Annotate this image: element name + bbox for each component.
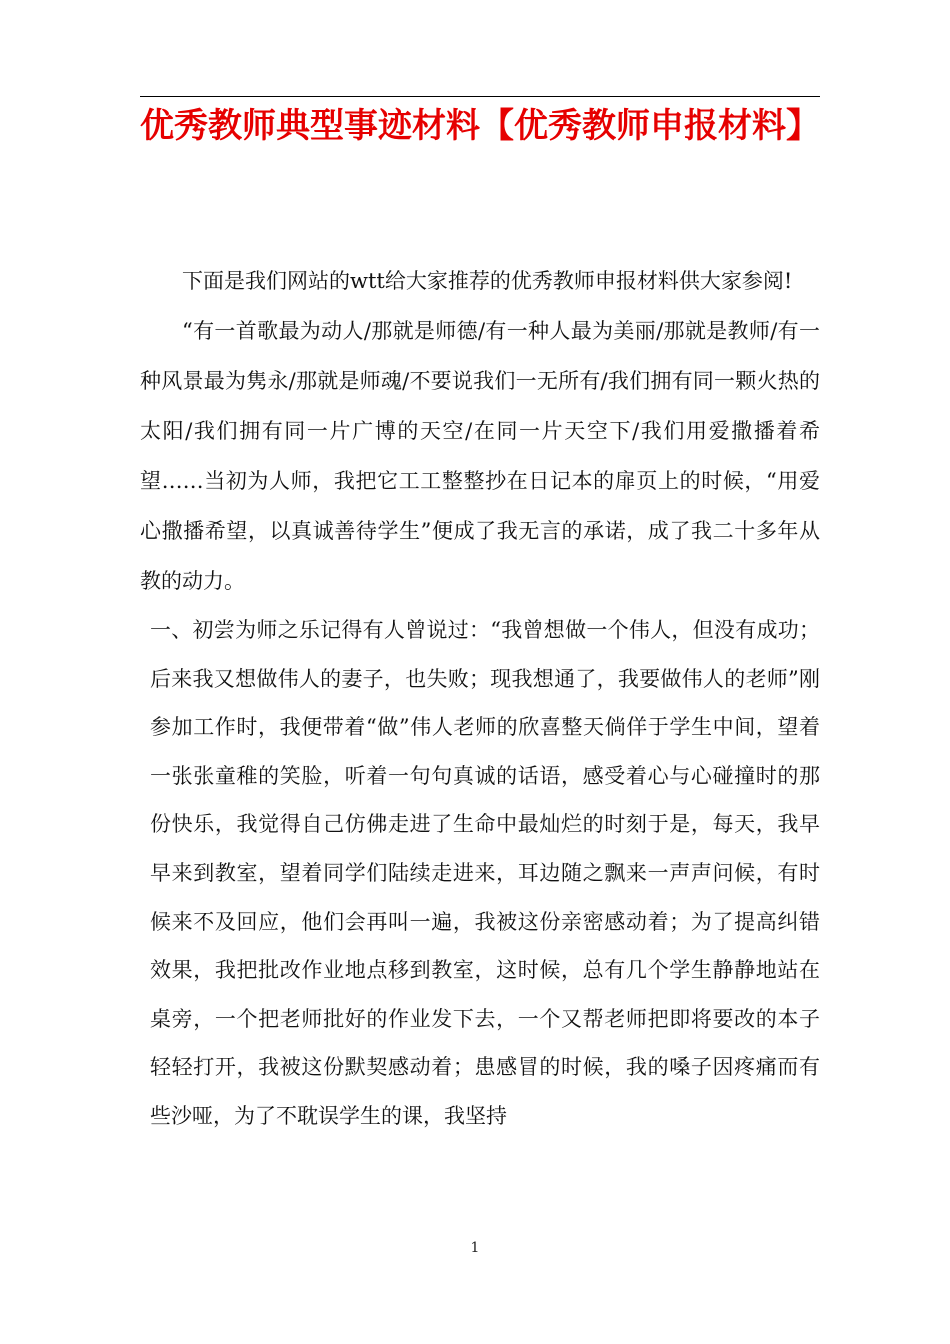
document-title: 优秀教师典型事迹材料【优秀教师申报材料】: [140, 106, 820, 146]
section-one-paragraph: 一、初尝为师之乐记得有人曾说过：“我曾想做一个伟人，但没有成功；后来我又想做伟人的妻子，也失败；现我想通了，我要做伟人的老师”刚参加工作时，我便带着“做”伟人老师的欣喜整天倘佯于学生中间，望着一张张童稚的笑脸，听着一句句真诚的话语，感受着心与心碰撞时的那份快乐，我觉得自己仿佛走进了生命中最灿烂的时刻于是，每天，我早早来到教室，望着同学们陆续走进来，耳边随之飘来一声声问候，有时候来不及回应，他们会再叫一遍，我被这份亲密感动着；为了提高纠错效果，我把批改作业地点移到教室，这时候，总有几个学生静静地站在桌旁，一个把老师批好的作业发下去，一个又帮老师把即将要改的本子轻轻打开，我被这份默契感动着；患感冒的时候，我的嗓子因疼痛而有些沙哑，为了不耽误学生的课，我坚持: [150, 618, 820, 1128]
intro-paragraph: 下面是我们网站的wtt给大家推荐的优秀教师申报材料供大家参阅!: [182, 269, 793, 293]
document-body: [140, 256, 820, 1141]
header-rule: [140, 96, 820, 97]
quote-paragraph: “有一首歌最为动人/那就是师德/有一种人最为美丽/那就是教师/有一种风景最为隽永/那就是师魂/不要说我们一无所有/我们拥有同一颗火热的太阳/我们拥有同一片广博的天空/在同一片天空下/我们用爱撒播着希望……当初为人师，我把它工工整整抄在日记本的扉页上的时候，“用爱心撒播希望，以真诚善待学生”便成了我无言的承诺，成了我二十多年从教的动力。: [140, 319, 820, 593]
page-number: 1: [470, 1240, 480, 1256]
